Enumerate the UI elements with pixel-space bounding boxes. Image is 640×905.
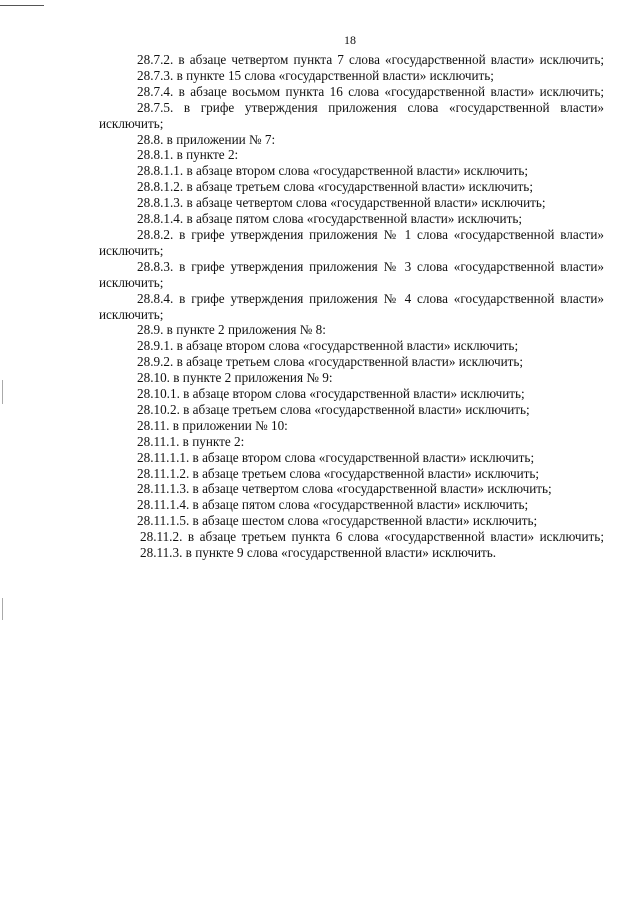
paragraph: 28.11.1.3. в абзаце четвертом слова «государственной власти» исключить; bbox=[137, 481, 552, 497]
paragraph: 28.11.2. в абзаце третьем пункта 6 слова «государственной власти» исключить; bbox=[140, 529, 604, 545]
page-number: 18 bbox=[344, 33, 356, 47]
paragraph: 28.10.1. в абзаце втором слова «государственной власти» исключить; bbox=[137, 386, 525, 402]
paragraph: 28.8.3. в грифе утверждения приложения № 3 слова «государственной власти» исключить; bbox=[99, 258, 604, 290]
scan-edge-mark bbox=[2, 598, 3, 620]
paragraph: 28.10.2. в абзаце третьем слова «государственной власти» исключить; bbox=[137, 401, 530, 417]
paragraph: 28.8.4. в грифе утверждения приложения № 4 слова «государственной власти» исключить; bbox=[99, 290, 604, 322]
scan-corner-mark bbox=[0, 0, 44, 6]
paragraph: 28.8.2. в грифе утверждения приложения № 1 слова «государственной власти» исключить; bbox=[99, 226, 604, 258]
paragraph: 28.10. в пункте 2 приложения № 9: bbox=[137, 370, 333, 386]
paragraph: 28.8.1. в пункте 2: bbox=[137, 147, 239, 163]
paragraph: 28.11.1.4. в абзаце пятом слова «государственной власти» исключить; bbox=[137, 497, 529, 513]
paragraph: 28.7.3. в пункте 15 слова «государственной власти» исключить; bbox=[137, 67, 494, 83]
paragraph: 28.11. в приложении № 10: bbox=[137, 417, 288, 433]
paragraph: 28.11.1. в пункте 2: bbox=[137, 433, 245, 449]
paragraph: 28.8.1.2. в абзаце третьем слова «государственной власти» исключить; bbox=[137, 179, 533, 195]
paragraph: 28.7.4. в абзаце восьмом пункта 16 слова «государственной власти» исключить; bbox=[137, 83, 604, 99]
paragraph: 28.11.1.2. в абзаце третьем слова «государственной власти» исключить; bbox=[137, 465, 540, 481]
paragraph: 28.7.5. в грифе утверждения приложения слова «государственной власти» исключить; bbox=[99, 99, 604, 131]
paragraph: 28.9. в пункте 2 приложения № 8: bbox=[137, 322, 326, 338]
paragraph: 28.8. в приложении № 7: bbox=[137, 131, 276, 147]
paragraph: 28.11.1.5. в абзаце шестом слова «государственной власти» исключить; bbox=[137, 513, 538, 529]
paragraph: 28.9.2. в абзаце третьем слова «государственной власти» исключить; bbox=[137, 354, 524, 370]
paragraph: 28.7.2. в абзаце четвертом пункта 7 слова «государственной власти» исключить; bbox=[137, 52, 604, 67]
paragraph: 28.8.1.1. в абзаце втором слова «государственной власти» исключить; bbox=[137, 163, 529, 179]
paragraph: 28.9.1. в абзаце втором слова «государственной власти» исключить; bbox=[137, 338, 519, 354]
paragraph: 28.8.1.3. в абзаце четвертом слова «государственной власти» исключить; bbox=[137, 195, 546, 211]
scan-edge-mark bbox=[2, 380, 3, 404]
paragraph: 28.11.3. в пункте 9 слова «государственной власти» исключить. bbox=[140, 545, 497, 561]
document-body bbox=[99, 52, 604, 561]
paragraph: 28.8.1.4. в абзаце пятом слова «государственной власти» исключить; bbox=[137, 211, 523, 227]
paragraph: 28.11.1.1. в абзаце втором слова «государственной власти» исключить; bbox=[137, 449, 535, 465]
